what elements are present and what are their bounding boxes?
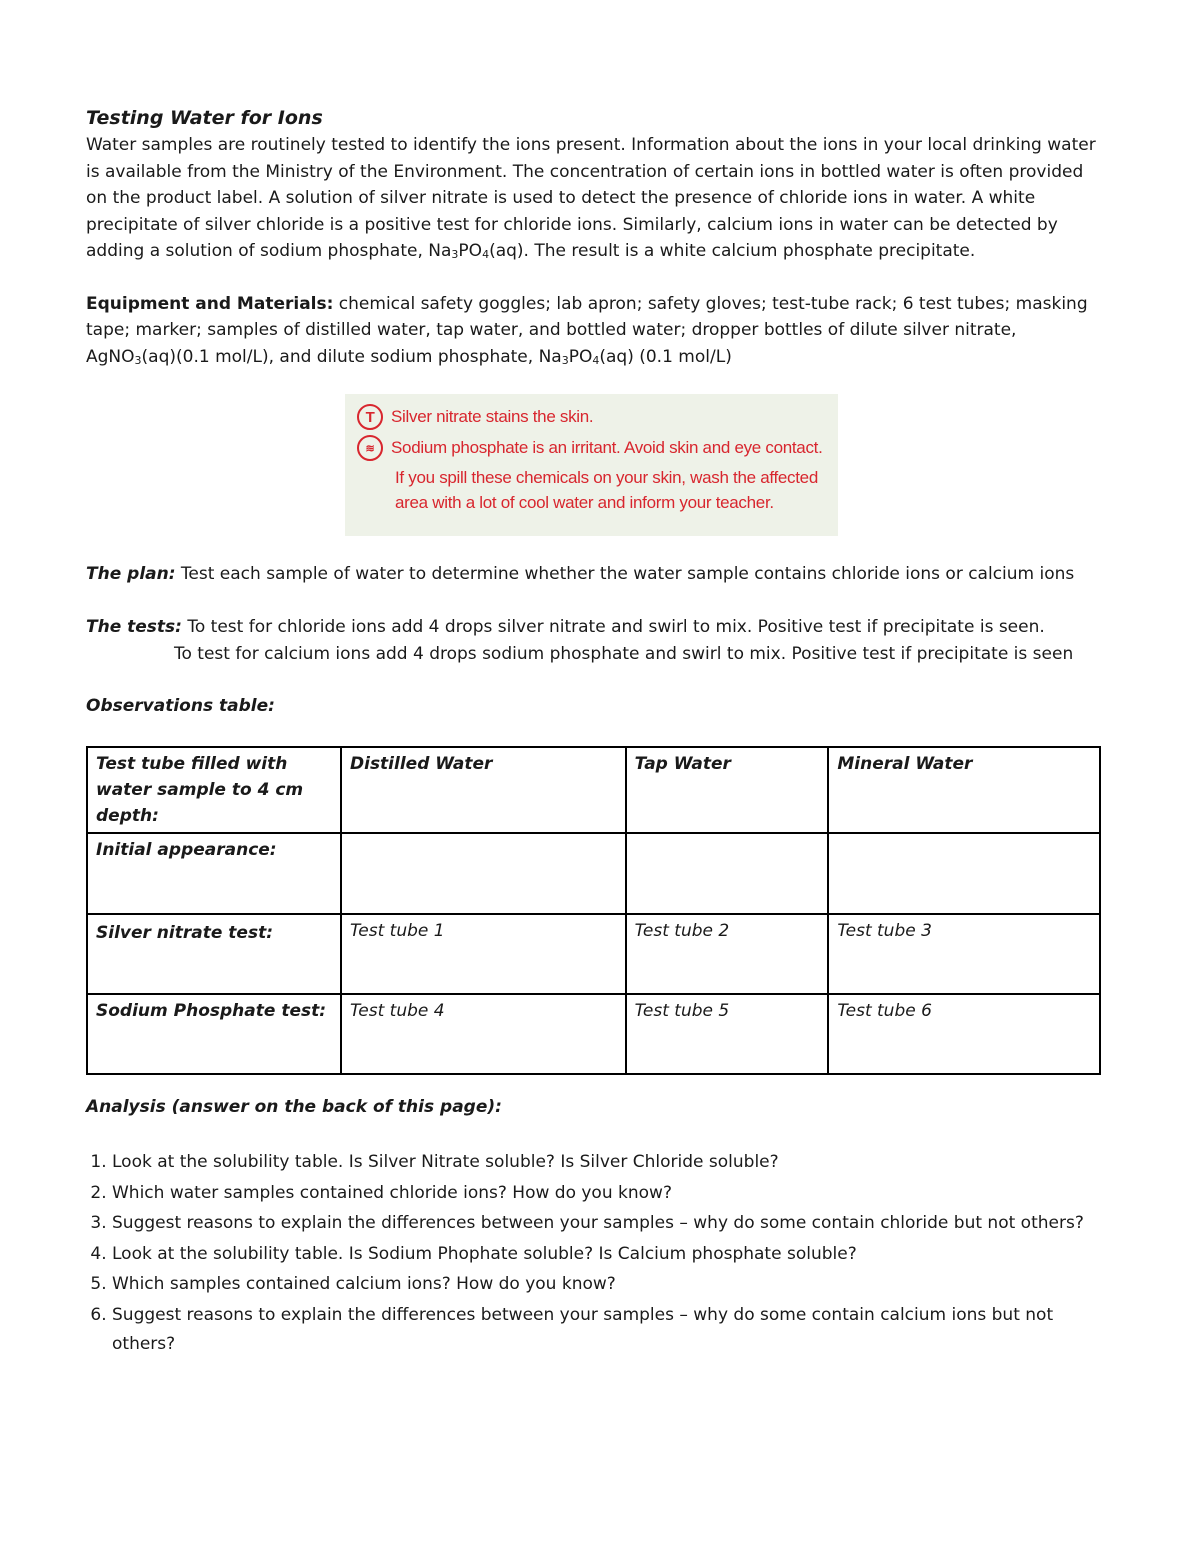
plan-text: Test each sample of water to determine whether the water sample contains chloride ions or calcium ions — [175, 564, 1075, 584]
analysis-questions — [86, 1148, 1112, 1361]
table-header-row — [87, 747, 1100, 833]
equipment-subscript-3: 4 — [592, 353, 600, 367]
intro-text-mid: PO — [458, 241, 483, 261]
safety-warning-box — [345, 394, 838, 536]
safety-line-4: area with a lot of cool water and inform your teacher. — [395, 493, 774, 512]
table-cell[interactable]: Test tube 5 — [626, 994, 829, 1074]
table-row — [87, 994, 1100, 1074]
table-header-cell: Test tube filled with water sample to 4 cm depth: — [87, 747, 341, 833]
corrosive-warning-icon: T — [357, 404, 383, 430]
tests-label: The tests: — [86, 617, 182, 637]
equipment-subscript-2: 3 — [561, 353, 569, 367]
tests-text-1: To test for chloride ions add 4 drops silver nitrate and swirl to mix. Positive test if precipitate is seen. — [181, 617, 1045, 637]
table-cell[interactable]: Test tube 1 — [341, 914, 626, 994]
equipment-paragraph — [86, 291, 1106, 371]
intro-paragraph — [86, 132, 1106, 265]
list-item: 4. Look at the solubility table. Is Sodium Phophate soluble? Is Calcium phosphate soluble? — [112, 1240, 1112, 1270]
list-item: 2. Which water samples contained chloride ions? How do you know? — [112, 1179, 1112, 1209]
list-item: 1. Look at the solubility table. Is Silver Nitrate soluble? Is Silver Chloride soluble? — [112, 1148, 1112, 1178]
safety-line-1: Silver nitrate stains the skin. — [391, 407, 594, 426]
analysis-label: Analysis (answer on the back of this page): — [86, 1097, 502, 1117]
table-cell[interactable] — [828, 833, 1100, 914]
page-title: Testing Water for Ions — [86, 107, 323, 129]
row-label: Silver nitrate test: — [87, 914, 341, 994]
table-cell[interactable] — [626, 833, 829, 914]
safety-row-1 — [357, 404, 593, 430]
plan-label: The plan: — [86, 564, 176, 584]
row-label: Sodium Phosphate test: — [87, 994, 341, 1074]
table-header-cell: Mineral Water — [828, 747, 1100, 833]
equipment-text-1: chemical safety goggles; lab apron; safety gloves; test-tube rack; 6 test tubes; masking tape; marker; samples of distilled water, tap water, and bottled water; dropper bottles of dilute silver nitrate, AgNO — [86, 293, 1088, 367]
safety-line-3: If you spill these chemicals on your skin, wash the affected — [395, 468, 818, 487]
table-cell[interactable] — [341, 833, 626, 914]
tests-line-2: To test for calcium ions add 4 drops sodium phosphate and swirl to mix. Positive test if precipitate is seen — [174, 644, 1074, 664]
equipment-subscript-1: 3 — [134, 353, 142, 367]
table-cell[interactable]: Test tube 3 — [828, 914, 1100, 994]
table-row — [87, 914, 1100, 994]
table-cell[interactable]: Test tube 2 — [626, 914, 829, 994]
table-header-cell: Distilled Water — [341, 747, 626, 833]
table-header-cell: Tap Water — [626, 747, 829, 833]
tests-line-1 — [86, 617, 1045, 637]
table-cell[interactable]: Test tube 6 — [828, 994, 1100, 1074]
list-item: 3. Suggest reasons to explain the differences between your samples – why do some contain chloride but not others? — [112, 1209, 1112, 1239]
equipment-text-3: PO — [568, 346, 593, 367]
irritant-warning-icon: ≋ — [357, 435, 383, 461]
table-row — [87, 833, 1100, 914]
equipment-text-4: (aq) (0.1 mol/L) — [599, 346, 732, 367]
list-item: 6. Suggest reasons to explain the differences between your samples – why do some contain calcium ions but not others? — [112, 1301, 1112, 1360]
safety-line-2: Sodium phosphate is an irritant. Avoid skin and eye contact. — [391, 438, 823, 457]
plan-line — [86, 564, 1074, 584]
observations-table — [86, 746, 1101, 1075]
safety-row-2 — [357, 435, 823, 461]
intro-text-2: (aq). The result is a white calcium phosphate precipitate. — [489, 241, 976, 261]
intro-subscript-2: 4 — [482, 248, 490, 261]
intro-subscript-1: 3 — [451, 248, 459, 261]
equipment-label: Equipment and Materials: — [86, 293, 334, 314]
equipment-text-2: (aq)(0.1 mol/L), and dilute sodium phosphate, Na — [141, 346, 562, 367]
list-item: 5. Which samples contained calcium ions? How do you know? — [112, 1270, 1112, 1300]
intro-text-1: Water samples are routinely tested to identify the ions present. Information about the ions in your local drinking water is available from the Ministry of the Environment. The concentration of certain ions in bottled water is often provided on the product label. A solution of silver nitrate is used to detect the presence of chloride ions in water. A white precipitate of silver chloride is a positive test for chloride ions. Similarly, calcium ions in water can be detected by adding a solution of sodium phosphate, Na — [86, 135, 1096, 261]
table-cell[interactable]: Test tube 4 — [341, 994, 626, 1074]
worksheet-body — [86, 104, 1106, 370]
observations-label: Observations table: — [86, 696, 275, 716]
row-label: Initial appearance: — [87, 833, 341, 914]
